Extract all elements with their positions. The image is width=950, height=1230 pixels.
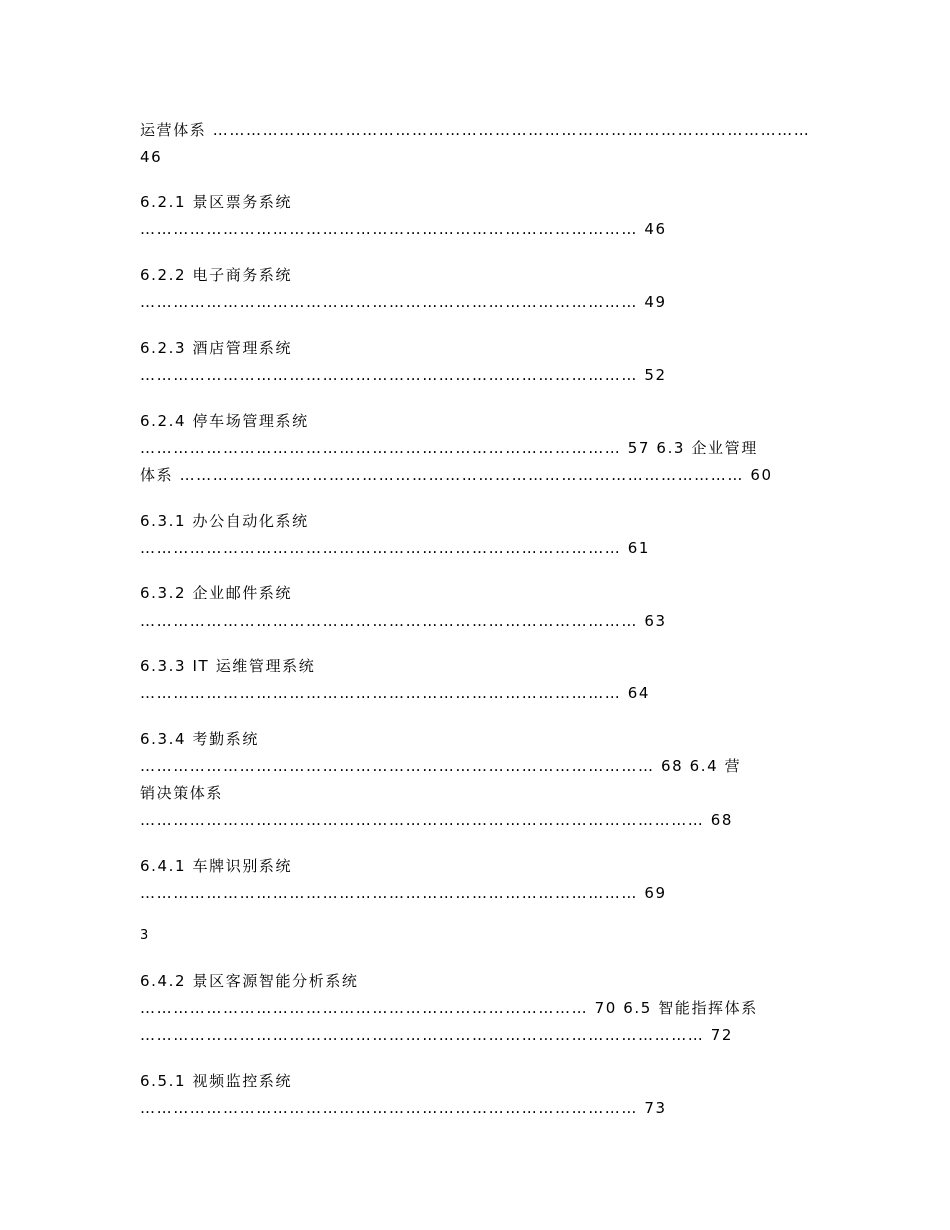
toc-leader-line: ………………………………………………………………………………… 68 6.4 营 xyxy=(140,757,742,775)
toc-entry-title: 销决策体系 xyxy=(140,784,224,802)
toc-entry-title: 6.3.4 考勤系统 xyxy=(140,730,259,748)
page-number: 3 xyxy=(140,928,149,943)
toc-entry-title: 6.3.1 办公自动化系统 xyxy=(140,512,309,530)
toc-entry-title: 6.2.2 电子商务系统 xyxy=(140,266,293,284)
toc-leader-line: …………………………………………………………………………… 57 6.3 企业管理 xyxy=(140,439,758,457)
toc-entry-title: 6.5.1 视频监控系统 xyxy=(140,1072,293,1090)
toc-leader-line: …………………………………………………………………………… 61 xyxy=(140,539,651,557)
toc-leader-line: ………………………………………………………………………………………… 72 xyxy=(140,1026,734,1044)
toc-entry-title: 6.3.3 IT 运维管理系统 xyxy=(140,657,316,675)
toc-entry-line: 运营体系 ……………………………………………………………………………………………… xyxy=(140,121,811,139)
toc-entry-title: 6.2.4 停车场管理系统 xyxy=(140,412,309,430)
toc-leader-line: ……………………………………………………………………………… 63 xyxy=(140,612,667,630)
toc-entry-title: 6.4.1 车牌识别系统 xyxy=(140,857,293,875)
toc-leader-line: ………………………………………………………………………………………… 68 xyxy=(140,811,734,829)
toc-leader-line: ……………………………………………………………………………… 69 xyxy=(140,884,667,902)
toc-leader-line: ……………………………………………………………………………… 46 xyxy=(140,220,667,238)
toc-page-ref: 46 xyxy=(140,148,163,166)
toc-entry-title: 6.2.1 景区票务系统 xyxy=(140,193,293,211)
toc-entry-title: 6.2.3 酒店管理系统 xyxy=(140,339,293,357)
toc-leader-line: 体系 ………………………………………………………………………………………… 60 xyxy=(140,466,773,484)
toc-leader-line: ……………………………………………………………………………… 49 xyxy=(140,293,667,311)
toc-entry-title: 6.3.2 企业邮件系统 xyxy=(140,584,293,602)
toc-leader-line: ……………………………………………………………………………… 73 xyxy=(140,1099,667,1117)
toc-leader-line: ……………………………………………………………………… 70 6.5 智能指挥体系 xyxy=(140,999,758,1017)
toc-leader-line: ……………………………………………………………………………… 52 xyxy=(140,366,667,384)
toc-leader-line: …………………………………………………………………………… 64 xyxy=(140,684,651,702)
toc-entry-title: 6.4.2 景区客源智能分析系统 xyxy=(140,972,359,990)
